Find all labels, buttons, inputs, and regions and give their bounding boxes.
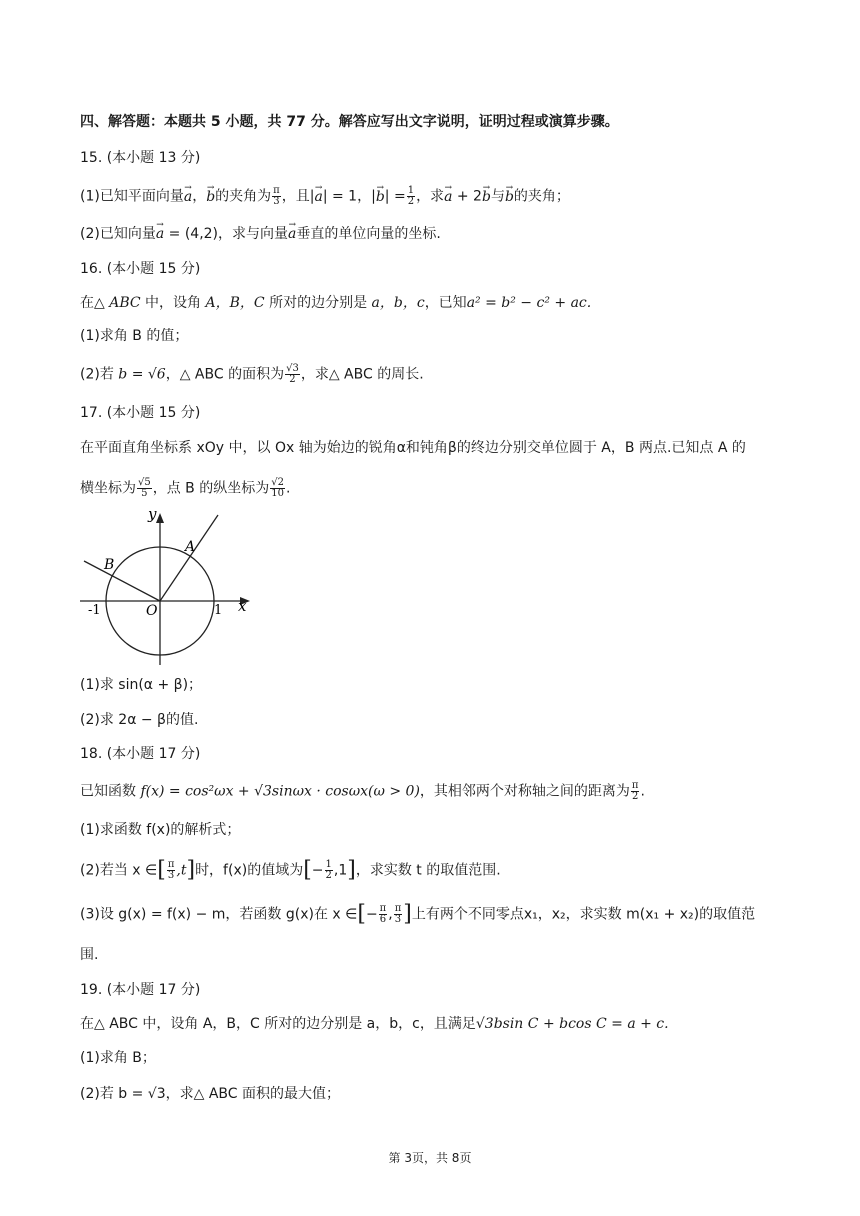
- ray-ob: [84, 561, 160, 601]
- pos-one-label: 1: [214, 603, 223, 618]
- q19-part2: (2)若 b = √3，求△ ABC 面积的最大值；: [80, 1086, 341, 1102]
- q17-stem-line1: 在平面直角坐标系 xOy 中，以 Ox 轴为始边的锐角α和钝角β的终边分别交单位圆于 A，B 两点.已知点 A 的: [80, 440, 746, 456]
- q16-part1: (1)求角 B 的值；: [80, 328, 189, 344]
- q18-header: 18. (本小题 17 分): [80, 746, 201, 762]
- q18-part2: (2)若当 x ∈[ $\frac{\pi}{3}$ ,t]时，f(x)的值域为[− $\frac{1}{2}$ ,1]，求实数 t 的取值范围.: [80, 857, 501, 883]
- q18-stem: 已知函数 f(x) = cos²ωx + √3sinωx · cosωx(ω > 0)，其相邻两个对称轴之间的距离为 $\frac{\pi}{2}$ .: [80, 780, 645, 802]
- q19-stem: 在△ ABC 中，设角 A，B，C 所对的边分别是 a，b，c，且满足√3bsin C + bcos C = a + c.: [80, 1016, 669, 1032]
- y-axis-label: y: [148, 505, 157, 523]
- q15-part2: (2)已知向量→ a = (4,2)，求与向量→ a垂直的单位向量的坐标.: [80, 224, 790, 244]
- page-footer: 第 3页，共 8页: [388, 1151, 472, 1165]
- section-title: 四、解答题：本题共 5 小题，共 77 分。解答应写出文字说明，证明过程或演算步骤。: [80, 114, 619, 130]
- unit-circle-figure: [80, 505, 256, 665]
- q18-part3: (3)设 g(x) = f(x) − m，若函数 g(x)在 x ∈[− $\frac{\pi}{6}$ , $\frac{\pi}{3}$ ]上有两个不同零点x₁，x₂，求实数 m(x₁ + x₂)的取值范: [80, 901, 756, 927]
- neg-one-label: -1: [88, 603, 101, 618]
- point-b-label: B: [104, 557, 115, 573]
- point-a-label: A: [185, 539, 196, 555]
- x-axis-label: x: [238, 597, 247, 615]
- q16-stem: 在△ ABC 中，设角 A，B，C 所对的边分别是 a，b，c，已知a² = b² − c² + ac.: [80, 295, 592, 311]
- origin-label: O: [146, 603, 158, 619]
- q19-header: 19. (本小题 17 分): [80, 982, 201, 998]
- y-axis-arrow: [156, 513, 164, 523]
- q18-part1: (1)求函数 f(x)的解析式；: [80, 822, 241, 838]
- q17-stem-line2: 横坐标为 $\frac{√5}{5}$ ，点 B 的纵坐标为 $\frac{√2}{10}$ .: [80, 477, 291, 499]
- q18-part3-wrap: 围.: [80, 947, 99, 963]
- q16-header: 16. (本小题 15 分): [80, 261, 201, 277]
- q17-part2: (2)求 2α − β的值.: [80, 712, 199, 728]
- q15-part1: (1)已知平面向量→ a，→ b的夹角为 $\frac{\pi}{3}$ ，且|→ a| = 1，|→ b| = $\frac{1}{2}$ ，求→ a + 2→ b与→ b的夹角；: [80, 186, 790, 207]
- q17-part1: (1)求 sin(α + β)；: [80, 677, 203, 693]
- q17-header: 17. (本小题 15 分): [80, 405, 201, 421]
- q19-part1: (1)求角 B；: [80, 1050, 156, 1066]
- ray-oa: [160, 515, 218, 601]
- q16-part2: (2)若 b = √6，△ ABC 的面积为 $\frac{√3}{2}$ ，求△ ABC 的周长.: [80, 363, 424, 385]
- q15-header: 15. (本小题 13 分): [80, 150, 201, 166]
